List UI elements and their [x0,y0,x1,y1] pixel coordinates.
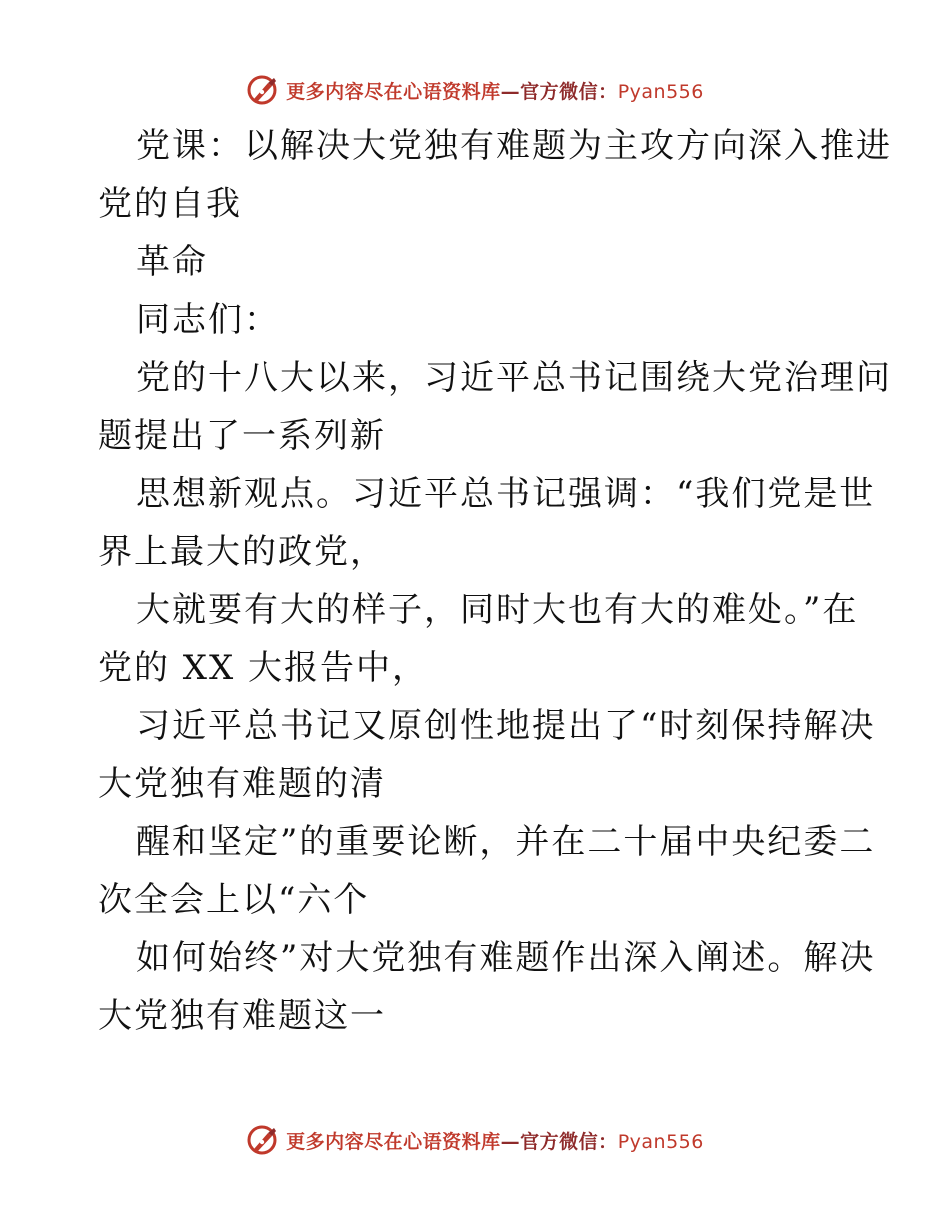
paragraph-line: 大党独有难题的清 [98,764,386,804]
paragraph-line: 习近平总书记又原创性地提出了“时刻保持解决 [136,706,876,746]
paragraph-line: 题提出了一系列新 [98,416,386,456]
paragraph-line: 如何始终”对大党独有难题作出深入阐述。解决 [136,938,876,978]
pen-logo-icon [246,1123,280,1157]
paragraph-line: 革命 [136,242,208,282]
banner-label: 官方微信： [520,80,618,103]
paragraph-line: 大就要有大的样子，同时大也有大的难处。”在 [136,590,859,630]
paragraph-line: 界上最大的政党， [98,532,386,572]
paragraph-line: 党的自我 [98,184,242,224]
paragraph-line: 醒和坚定”的重要论断，并在二十届中央纪委二 [136,822,876,862]
paragraph-line: 思想新观点。习近平总书记强调：“我们党是世 [136,474,876,514]
banner-text [286,1127,704,1154]
banner-title: 更多内容尽在心语资料库 [286,80,501,103]
header-banner [0,70,950,110]
paragraph-line: 党的 XX 大报告中， [98,648,429,688]
banner-label: 官方微信： [520,1130,618,1153]
document-body [98,117,892,1045]
banner-text [286,77,704,104]
paragraph-line: 党课：以解决大党独有难题为主攻方向深入推进 [136,126,892,166]
banner-dash: — [500,1130,521,1153]
banner-dash: — [500,80,521,103]
paragraph-line: 同志们： [136,300,280,340]
paragraph-line: 大党独有难题这一 [98,996,386,1036]
banner-title: 更多内容尽在心语资料库 [286,1130,501,1153]
footer-banner [0,1120,950,1160]
paragraph-line: 党的十八大以来，习近平总书记围绕大党治理问 [136,358,892,398]
banner-wechat-id: Pyan556 [617,80,704,103]
paragraph-line: 次全会上以“六个 [98,880,370,920]
banner-wechat-id: Pyan556 [617,1130,704,1153]
pen-logo-icon [246,73,280,107]
